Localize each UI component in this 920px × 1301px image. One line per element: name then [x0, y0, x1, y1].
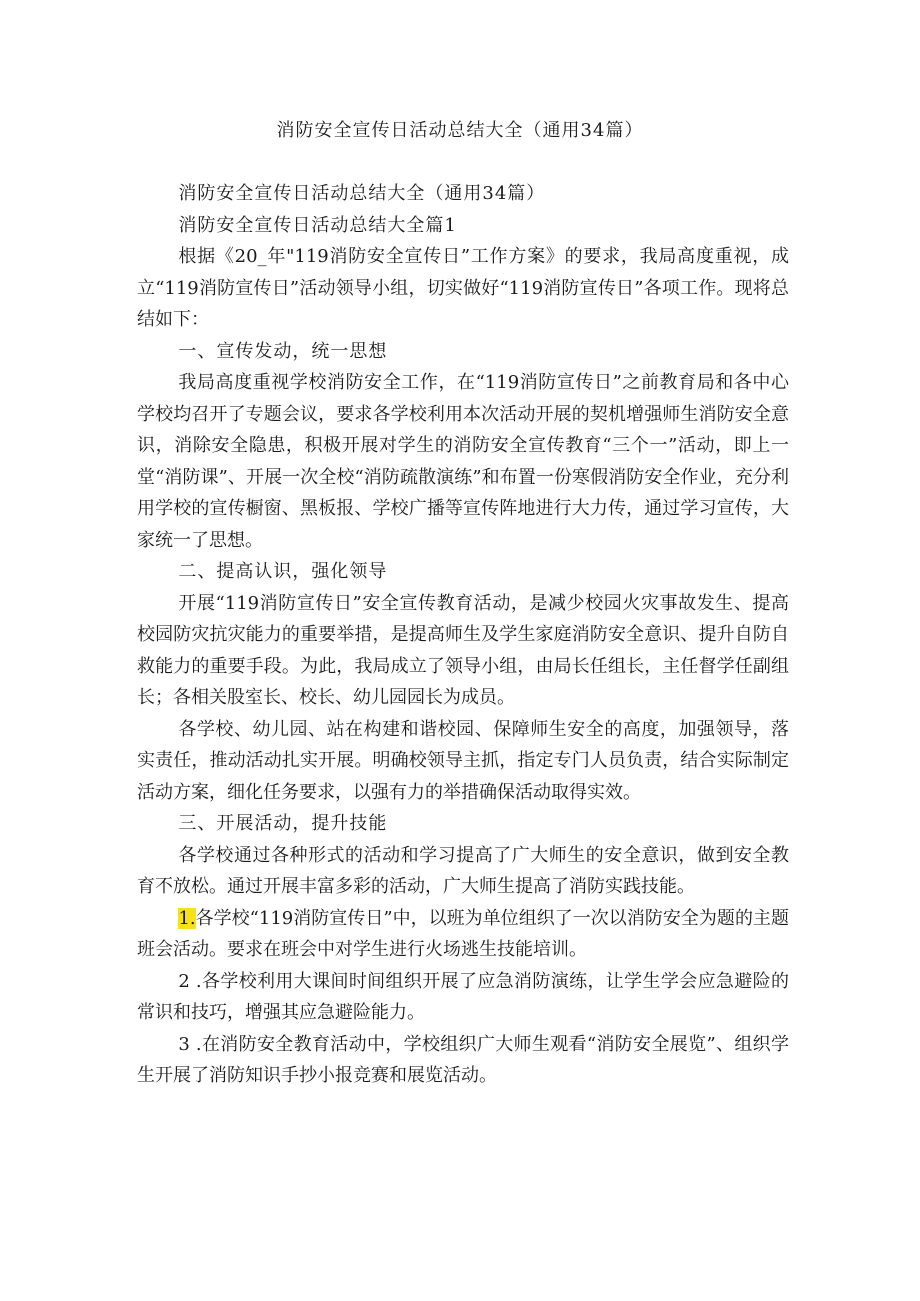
paragraph: 根据《20_年"119消防安全宣传日”工作方案》的要求，我局高度重视，成立“119消防宣传日”活动领导小组，切实做好“119消防宣传日”各项工作。现将总结如下：	[137, 246, 789, 330]
list-item: 2 .各学校利用大课间时间组织开展了应急消防演练，让学生学会应急避险的常识和技巧，增强其应急避险能力。	[137, 970, 789, 1023]
highlighted-marker: 1.	[178, 907, 196, 929]
section-title: 消防安全宣传日活动总结大全篇1	[178, 214, 457, 236]
paragraph: 各学校、幼儿园、站在构建和谐校园、保障师生安全的高度，加强领导，落实责任，推动活动扎实开展。明确校领导主抓，指定专门人员负责，结合实际制定活动方案，细化任务要求，以强有力的举措确保活动取得实效。	[137, 718, 789, 803]
heading-3: 三、开展活动，提升技能	[178, 813, 388, 834]
document-title: 消防安全宣传日活动总结大全（通用34篇）	[276, 120, 644, 141]
paragraph: 开展“119消防宣传日”安全宣传教育活动，是减少校园火灾事故发生、提高校园防灾抗灾能力的重要举措，是提高师生及学生家庭消防安全意识、提升自防自救能力的重要手段。为此，我局成立了领导小组，由局长任组长，主任督学任副组长；各相关股室长、校长、幼儿园园长为成员。	[137, 592, 789, 708]
list-item	[137, 903, 789, 966]
list-item-text: 各学校“119消防宣传日”中，以班为单位组织了一次以消防安全为题的主题班会活动。要求在班会中对学生进行火场逃生技能培训。	[137, 907, 789, 960]
document-body	[137, 178, 789, 1092]
list-item: 3 .在消防安全教育活动中，学校组织广大师生观看“消防安全展览”、组织学生开展了消防知识手抄小报竞赛和展览活动。	[137, 1033, 789, 1086]
paragraph: 我局高度重视学校消防安全工作，在“119消防宣传日”之前教育局和各中心学校均召开了专题会议，要求各学校利用本次活动开展的契机增强师生消防安全意识，消除安全隐患，积极开展对学生的消防安全宣传教育“三个一”活动，即上一堂“消防课”、开展一次全校“消防疏散演练”和布置一份寒假消防安全作业，充分利用学校的宣传橱窗、黑板报、学校广播等宣传阵地进行大力传，通过学习宣传，大家统一了思想。	[137, 372, 789, 551]
document-subtitle: 消防安全宣传日活动总结大全（通用34篇）	[178, 183, 546, 204]
heading-1: 一、宣传发动，统一思想	[178, 340, 388, 362]
paragraph: 各学校通过各种形式的活动和学习提高了广大师生的安全意识，做到安全教育不放松。通过开展丰富多彩的活动，广大师生提高了消防实践技能。	[137, 844, 789, 897]
heading-2: 二、提高认识，强化领导	[178, 561, 388, 582]
